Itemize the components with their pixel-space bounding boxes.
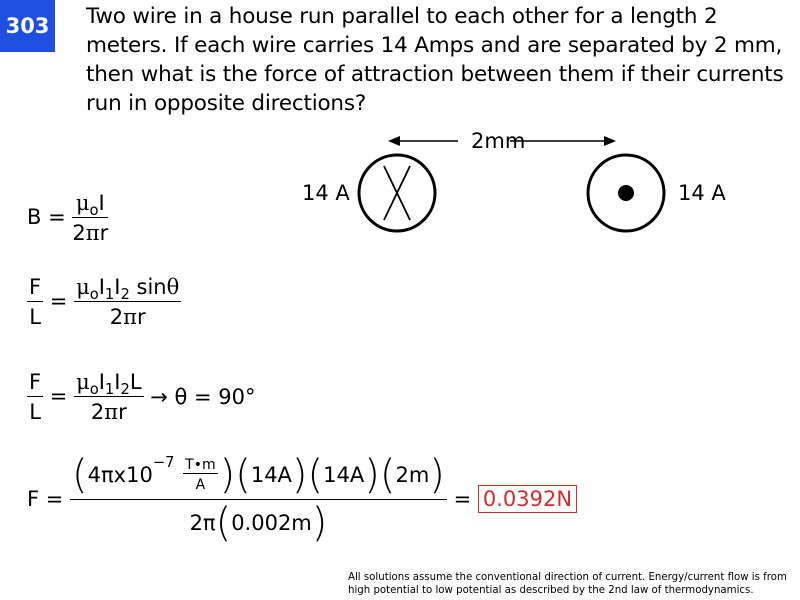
eq4-mu-exponent: −7: [152, 454, 175, 471]
eq4-current-2: 14A: [323, 463, 365, 487]
eq4-unit-den: A: [195, 477, 206, 493]
eq1-fraction: [72, 191, 108, 245]
eq3-fraction: [74, 370, 143, 424]
question-text: Two wire in a house run parallel to each other for a length 2 meters. If each wire carries 14 Amps and are separated by 2 mm, then what is the force of attraction between them if their currents run in opposite directions?: [86, 4, 784, 116]
eq4-numerator: ($4\pi x10^{-7}$ $\frac{T•m}{A}$ )(14A)(14A)(2m): [72, 452, 445, 498]
eq3-equals: =: [49, 384, 75, 408]
problem-number-badge: 303: [0, 0, 55, 52]
arrowhead-left: [388, 136, 400, 146]
eq2-fraction: [74, 275, 181, 329]
equation-force-per-length: [27, 275, 181, 329]
eq1-denominator: 2πr: [72, 221, 109, 245]
footnote: All solutions assume the conventional direction of current. Energy/current flow is from high potential to low potential as described by the 2nd law of thermodynamics.: [348, 572, 787, 596]
eq1-lhs: B =: [27, 205, 66, 229]
eq2-equals: =: [49, 289, 75, 313]
eq3-numerator: $\mu_oI_1I_2L$: [76, 370, 142, 399]
eq2-numerator: $\mu_oI_1I_2$ sinθ: [76, 275, 180, 304]
eq4-length: 2m: [395, 463, 430, 487]
eq2-lhs-den: L: [29, 305, 41, 329]
eq4-den-prefix: 2π: [189, 511, 216, 535]
answer-box: 0.0392N: [478, 485, 577, 513]
eq3-angle-condition: → θ = 90°: [150, 385, 256, 409]
eq4-unit-fraction: [183, 457, 217, 493]
left-wire-x-stroke-2: [384, 166, 410, 220]
eq3-denominator: 2πr: [90, 400, 127, 424]
equation-force-perpendicular: [27, 370, 256, 424]
eq4-unit-num: T•m: [185, 457, 216, 473]
arrowhead-right: [604, 136, 616, 146]
eq4-mu-value: 4πx10: [87, 463, 153, 487]
right-wire-dot: [618, 185, 634, 201]
eq3-lhs-fraction: [27, 370, 43, 424]
left-current-label: 14 A: [302, 181, 350, 205]
right-wire-circle: [588, 155, 664, 231]
equation-substitution: [27, 452, 577, 546]
distance-label: 2mm: [471, 129, 526, 153]
equation-magnetic-field: [27, 191, 108, 245]
eq2-lhs-num: F: [27, 275, 43, 302]
eq2-denominator: 2πr: [109, 305, 146, 329]
left-wire-x-stroke-1: [384, 166, 410, 220]
eq4-den-value: 0.002m: [231, 511, 312, 535]
eq4-lhs: F =: [27, 487, 64, 511]
eq3-lhs-den: L: [29, 400, 41, 424]
left-wire-circle: [359, 155, 435, 231]
eq4-fraction: [70, 452, 447, 546]
eq2-lhs-fraction: [27, 275, 43, 329]
right-current-label: 14 A: [678, 181, 726, 205]
eq4-current-1: 14A: [250, 463, 292, 487]
eq4-denominator: 2π(0.002m): [189, 500, 328, 546]
eq4-equals: =: [453, 487, 478, 511]
eq1-numerator: $\mu_oI$: [72, 191, 108, 218]
eq3-lhs-num: F: [27, 370, 43, 397]
